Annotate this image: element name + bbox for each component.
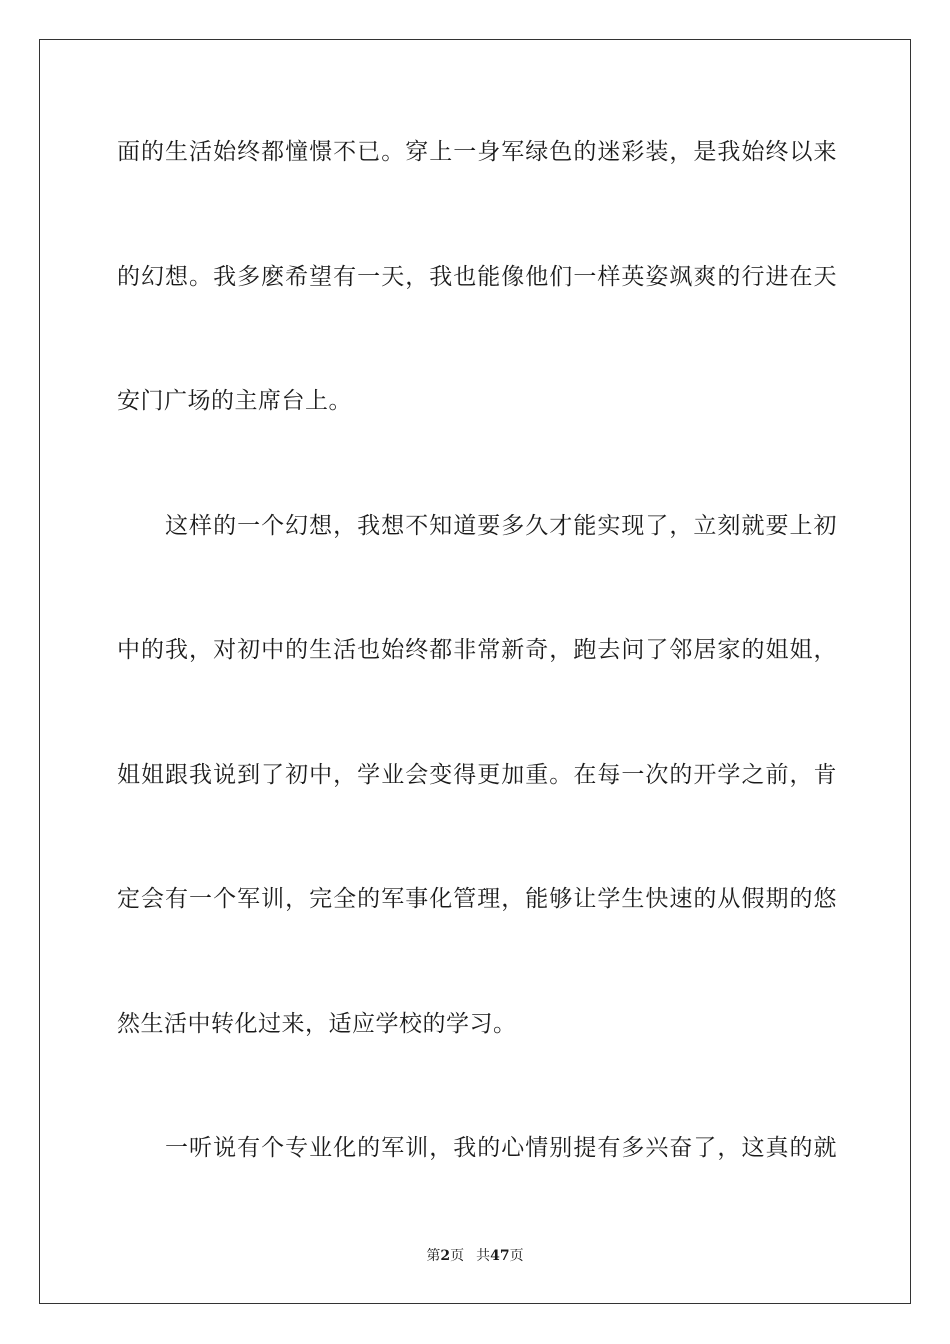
body-line-5: 中的我，对初中的生活也始终都非常新奇，跑去问了邻居家的姐姐，: [117, 637, 837, 663]
body-line-4: 这样的一个幻想，我想不知道要多久才能实现了，立刻就要上初: [117, 513, 837, 539]
body-line-8: 然生活中转化过来，适应学校的学习。: [117, 1011, 517, 1037]
total-prefix: 共: [476, 1248, 491, 1264]
body-line-2: 的幻想。我多麽希望有一天，我也能像他们一样英姿飒爽的行进在天: [117, 264, 837, 290]
total-suffix: 页: [509, 1248, 524, 1264]
body-line-3: 安门广场的主席台上。: [117, 388, 352, 414]
body-line-1: 面的生活始终都憧憬不已。穿上一身军绿色的迷彩装，是我始终以来: [117, 139, 837, 165]
page-suffix: 页: [450, 1248, 465, 1264]
page-prefix: 第: [426, 1248, 441, 1264]
page-border: [39, 39, 911, 1304]
page-footer: [0, 1247, 950, 1265]
body-line-6: 姐姐跟我说到了初中，学业会变得更加重。在每一次的开学之前，肯: [117, 762, 837, 788]
body-line-9: 一听说有个专业化的军训，我的心情别提有多兴奋了，这真的就: [117, 1135, 837, 1161]
page-number: 2: [440, 1248, 451, 1264]
body-line-7: 定会有一个军训，完全的军事化管理，能够让学生快速的从假期的悠: [117, 886, 837, 912]
total-pages: 47: [490, 1248, 510, 1264]
